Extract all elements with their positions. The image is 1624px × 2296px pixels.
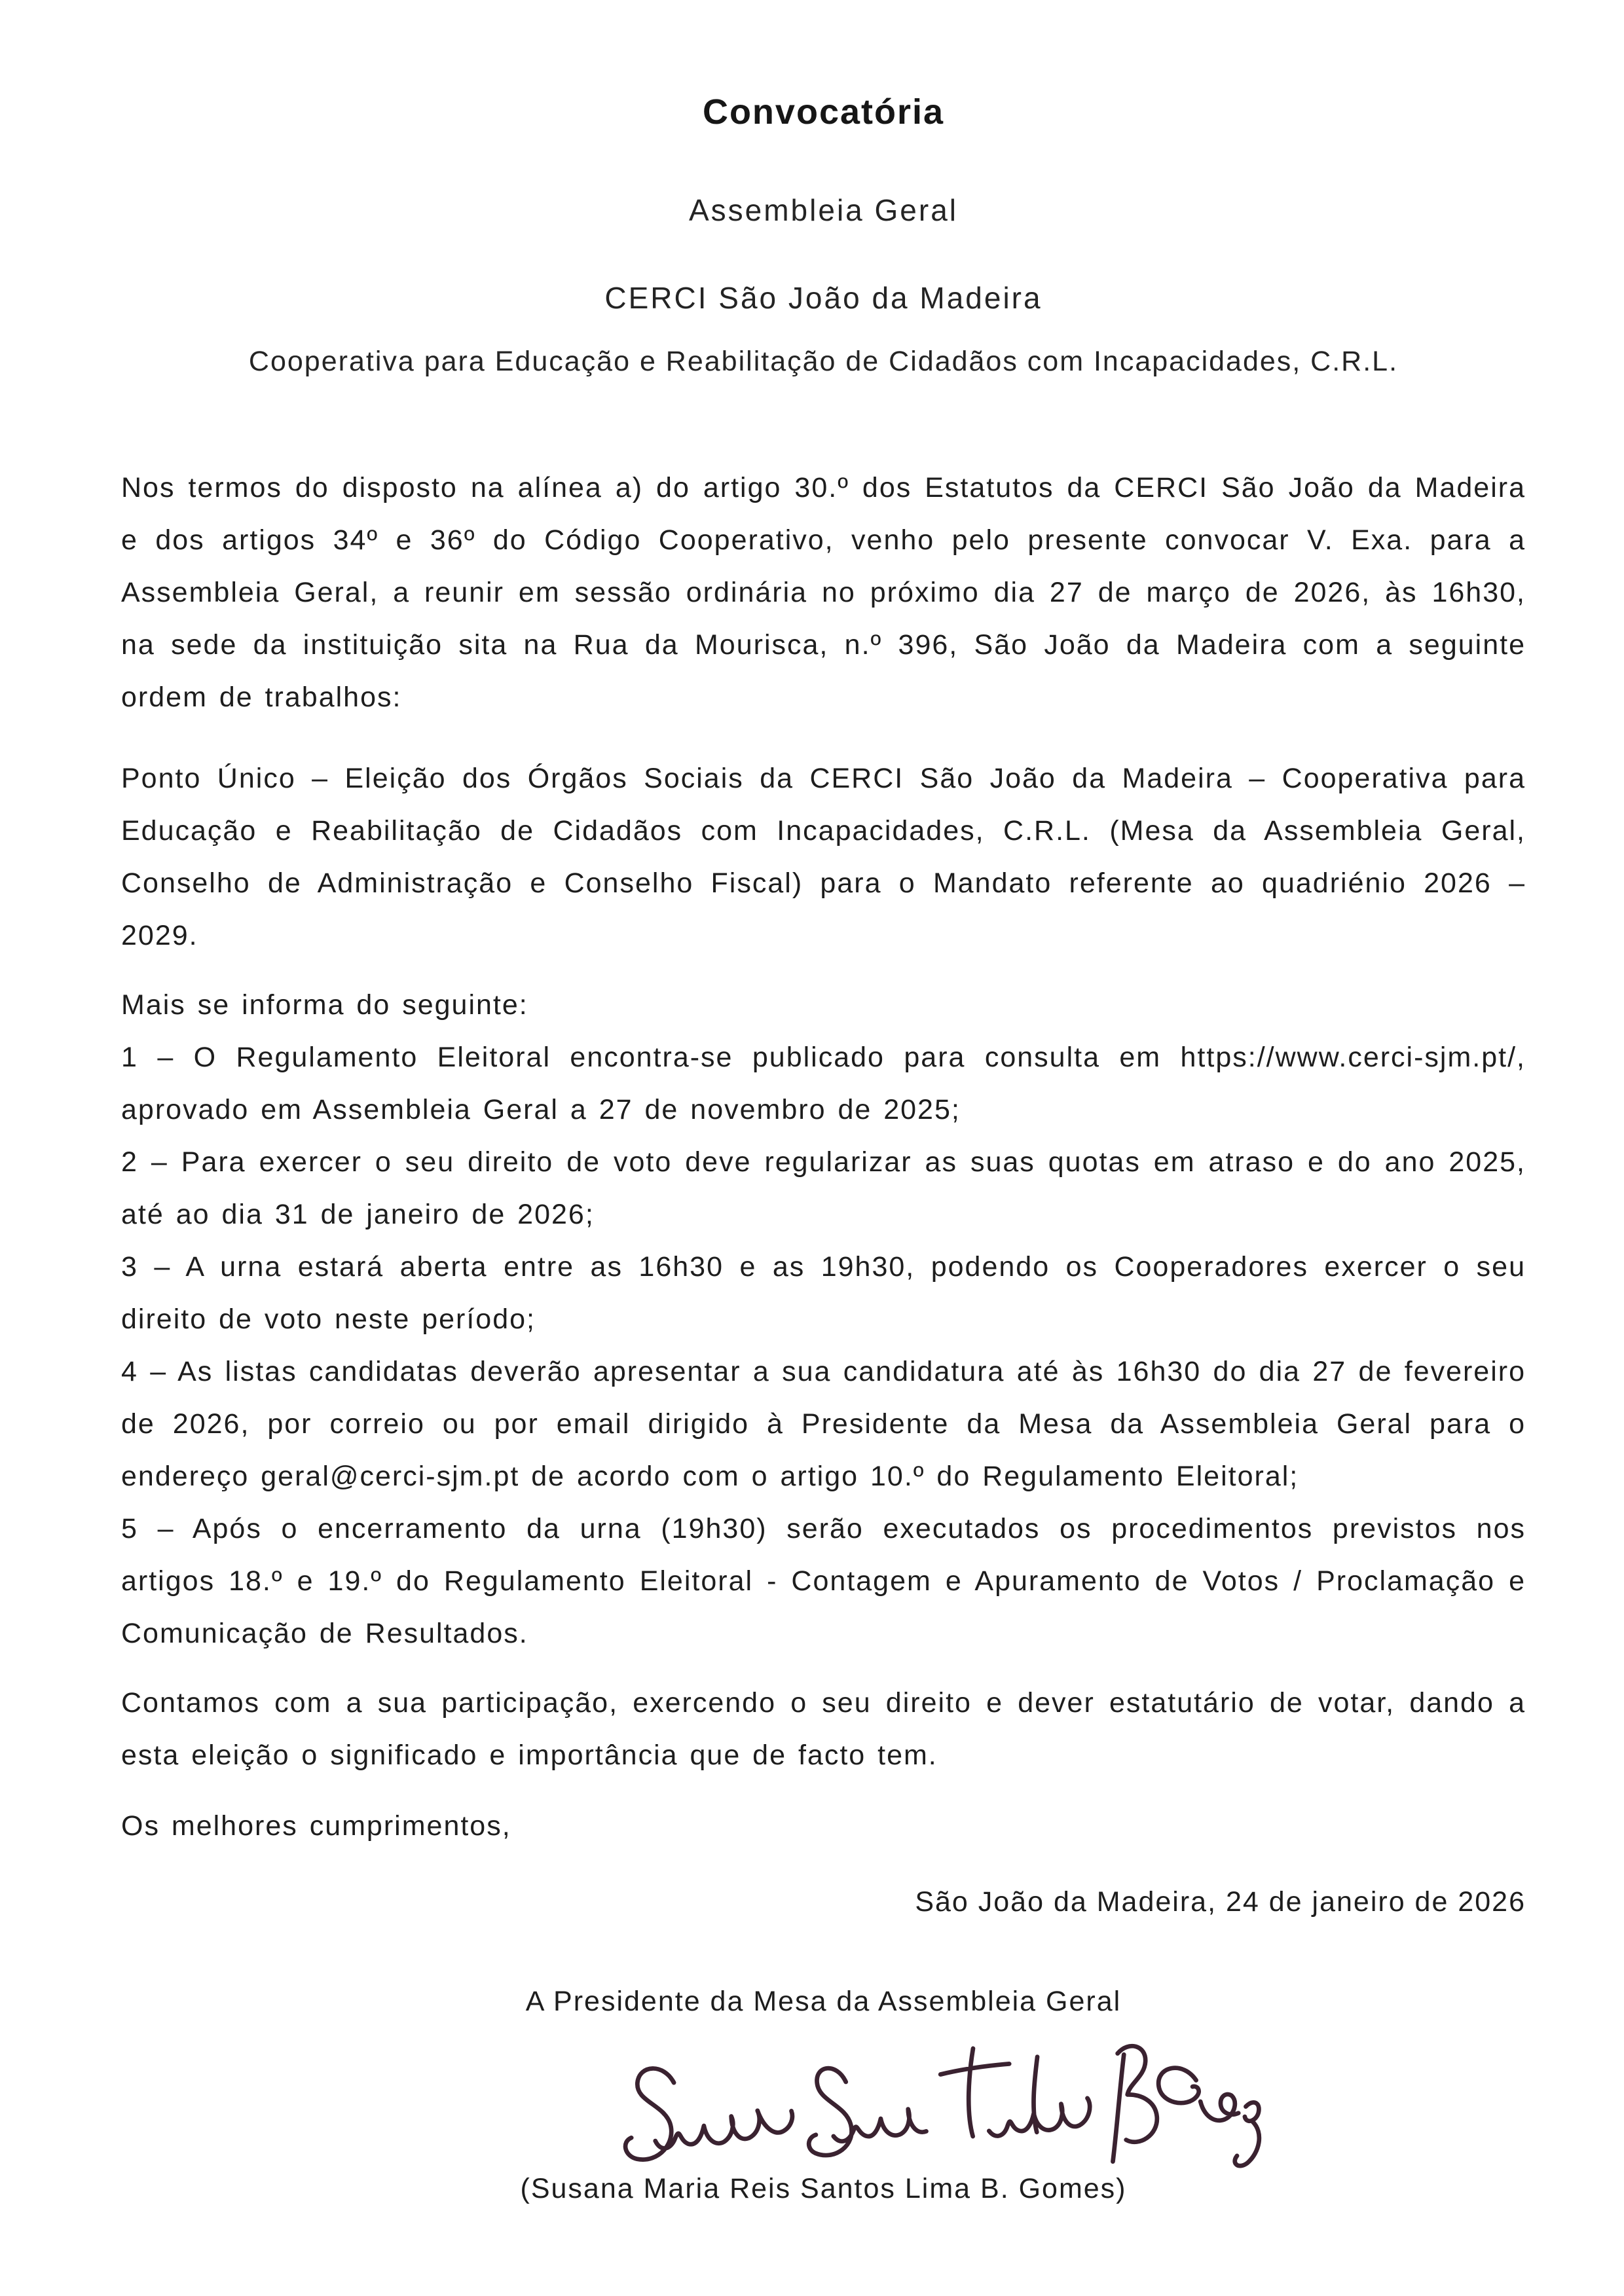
list-item-2: 2 – Para exercer o seu direito de voto deve regularizar as suas quotas em atraso e do ano 2025, até ao dia 31 de janeiro de 2026; [121, 1146, 1526, 1230]
paragraph-ponto-unico: Ponto Único – Eleição dos Órgãos Sociais da CERCI São João da Madeira – Cooperativa para Educação e Reabilitação de Cidadãos com Incapacidades, C.R.L. (Mesa da Assembleia Geral, Conselho de Administração e Conselho Fiscal) para o Mandato referente ao quadriénio 2026 – 2029. [121, 763, 1526, 951]
paragraph-regards: Os melhores cumprimentos, [121, 1810, 511, 1842]
signer-role-line: A Presidente da Mesa da Assembleia Geral [525, 1986, 1122, 2017]
info-heading: Mais se informa do seguinte: [121, 989, 528, 1021]
org-name: CERCI São João da Madeira [604, 281, 1043, 315]
paragraph-closing: Contamos com a sua participação, exercendo o seu direito e dever estatutário de votar, dando a esta eleição o significado e importância que de facto tem. [121, 1687, 1526, 1771]
page-title: Convocatória [702, 92, 945, 132]
paragraph-intro: Nos termos do disposto na alínea a) do artigo 30.º dos Estatutos da CERCI São João da Madeira e dos artigos 34º e 36º do Código Cooperativo, venho pelo presente convocar V. Exa. para a Assembleia Geral, a reunir em sessão ordinária no próximo dia 27 de março de 2026, às 16h30, na sede da instituição sita na Rua da Mourisca, n.º 396, São João da Madeira com a seguinte ordem de trabalhos: [121, 472, 1526, 713]
list-item-4: 4 – As listas candidatas deverão apresentar a sua candidatura até às 16h30 do dia 27 de fevereiro de 2026, por correio ou por email dirigido à Presidente da Mesa da Assembleia Geral para o endereço geral@cerci-sjm.pt de acordo com o artigo 10.º do Regulamento Eleitoral; [121, 1356, 1526, 1492]
list-item-5: 5 – Após o encerramento da urna (19h30) serão executados os procedimentos previstos nos artigos 18.º e 19.º do Regulamento Eleitoral - Contagem e Apuramento de Votos / Proclamação e Comunicação de Resultados. [121, 1513, 1526, 1649]
signer-printed-name: (Susana Maria Reis Santos Lima B. Gomes) [520, 2173, 1127, 2204]
list-item-3: 3 – A urna estará aberta entre as 16h30 e as 19h30, podendo os Cooperadores exercer o seu direito de voto neste período; [121, 1251, 1526, 1335]
subtitle-assembleia-geral: Assembleia Geral [688, 193, 959, 227]
list-item-1: 1 – O Regulamento Eleitoral encontra-se publicado para consulta em https://www.cerci-sjm.pt/, aprovado em Assembleia Geral a 27 de novembro de 2025; [121, 1042, 1526, 1125]
place-date-line: São João da Madeira, 24 de janeiro de 2026 [915, 1886, 1526, 1918]
handwritten-signature-image [583, 2030, 1294, 2199]
org-full-name: Cooperativa para Educação e Reabilitação de Cidadãos com Incapacidades, C.R.L. [248, 346, 1399, 377]
document-content [121, 0, 1526, 2215]
signature-stroke [623, 2041, 1260, 2182]
